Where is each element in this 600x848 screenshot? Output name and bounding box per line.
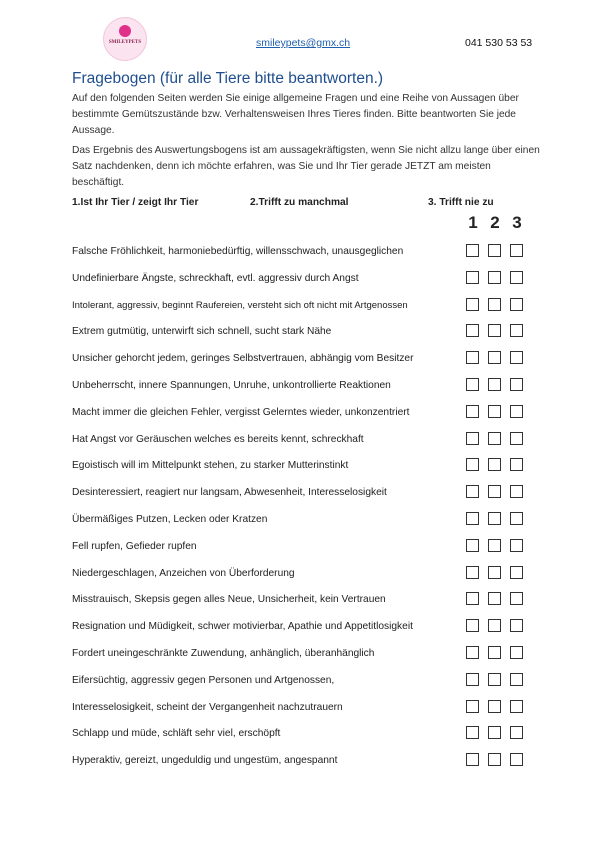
question-text: Desinteressiert, reagiert nur langsam, Abwesenheit, Interesselosigkeit xyxy=(72,487,387,499)
checkbox-option-2[interactable] xyxy=(488,619,501,632)
checkbox-option-2[interactable] xyxy=(488,485,501,498)
checkbox-option-2[interactable] xyxy=(488,351,501,364)
intro-paragraph-1: Auf den folgenden Seiten werden Sie einige allgemeine Fragen und eine Reihe von Aussagen über bestimmte Gemütszustände bzw. Verhaltensweisen Ihres Tieres finden. Bitte beantworten Sie jede Aussage. xyxy=(72,93,519,136)
question-text: Eifersüchtig, aggressiv gegen Personen und Artgenossen, xyxy=(72,674,335,686)
logo-pet-icon xyxy=(119,25,131,37)
question-row xyxy=(72,432,532,452)
checkbox-option-1[interactable] xyxy=(466,539,479,552)
checkbox-option-3[interactable] xyxy=(510,298,523,311)
checkbox-option-2[interactable] xyxy=(488,458,501,471)
checkbox-option-3[interactable] xyxy=(510,351,523,364)
question-row xyxy=(72,539,532,559)
checkbox-option-2[interactable] xyxy=(488,700,501,713)
checkbox-option-3[interactable] xyxy=(510,512,523,525)
checkbox-option-3[interactable] xyxy=(510,753,523,766)
checkbox-option-3[interactable] xyxy=(510,458,523,471)
column-headers xyxy=(462,213,528,233)
checkbox-option-2[interactable] xyxy=(488,271,501,284)
question-text: Interesselosigkeit, scheint der Vergangenheit nachzutrauern xyxy=(72,701,343,713)
logo xyxy=(103,17,147,61)
question-row xyxy=(72,405,532,425)
question-text: Übermäßiges Putzen, Lecken oder Kratzen xyxy=(72,514,268,525)
question-text: Niedergeschlagen, Anzeichen von Überforderung xyxy=(72,567,295,579)
checkbox-option-2[interactable] xyxy=(488,432,501,445)
question-row xyxy=(72,566,532,586)
question-text: Fordert uneingeschränkte Zuwendung, anhänglich, überanhänglich xyxy=(72,648,375,659)
question-row xyxy=(72,646,532,666)
checkbox-option-2[interactable] xyxy=(488,566,501,579)
question-text: Unbeherrscht, innere Spannungen, Unruhe, unkontrollierte Reaktionen xyxy=(72,380,391,391)
question-row xyxy=(72,324,532,344)
question-text: Macht immer die gleichen Fehler, vergisst Gelerntes wieder, unkonzentriert xyxy=(72,406,410,418)
checkbox-option-2[interactable] xyxy=(488,673,501,686)
email-link[interactable]: smileypets@gmx.ch xyxy=(256,37,351,49)
checkbox-option-3[interactable] xyxy=(510,324,523,337)
checkbox-option-1[interactable] xyxy=(466,324,479,337)
question-row xyxy=(72,244,532,264)
page-title: Fragebogen (für alle Tiere bitte beantworten.) xyxy=(72,70,384,87)
checkbox-option-1[interactable] xyxy=(466,271,479,284)
checkbox-option-3[interactable] xyxy=(510,539,523,552)
question-text: Schlapp und müde, schläft sehr viel, erschöpft xyxy=(72,728,281,740)
column-3: 3 xyxy=(512,213,522,232)
question-row xyxy=(72,726,532,746)
checkbox-option-3[interactable] xyxy=(510,378,523,391)
question-text: Hyperaktiv, gereizt, ungeduldig und ungestüm, angespannt xyxy=(72,755,338,767)
checkbox-option-1[interactable] xyxy=(466,726,479,739)
checkbox-option-1[interactable] xyxy=(466,512,479,525)
checkbox-option-1[interactable] xyxy=(466,700,479,713)
checkbox-option-1[interactable] xyxy=(466,458,479,471)
question-row xyxy=(72,298,532,318)
checkbox-option-1[interactable] xyxy=(466,619,479,632)
checkbox-option-1[interactable] xyxy=(466,566,479,579)
checkbox-option-1[interactable] xyxy=(466,753,479,766)
question-row xyxy=(72,271,532,291)
question-text: Egoistisch will im Mittelpunkt stehen, zu starker Mutterinstinkt xyxy=(72,460,349,472)
question-row xyxy=(72,700,532,720)
checkbox-option-2[interactable] xyxy=(488,646,501,659)
checkbox-option-2[interactable] xyxy=(488,726,501,739)
question-text: Unsicher gehorcht jedem, geringes Selbstvertrauen, abhängig vom Besitzer xyxy=(72,353,414,365)
checkbox-option-1[interactable] xyxy=(466,351,479,364)
checkbox-option-2[interactable] xyxy=(488,753,501,766)
checkbox-option-2[interactable] xyxy=(488,324,501,337)
checkbox-option-1[interactable] xyxy=(466,244,479,257)
checkbox-option-2[interactable] xyxy=(488,244,501,257)
checkbox-option-1[interactable] xyxy=(466,592,479,605)
checkbox-option-1[interactable] xyxy=(466,378,479,391)
question-text: Falsche Fröhlichkeit, harmoniebedürftig, willensschwach, unausgeglichen xyxy=(72,246,404,257)
question-row xyxy=(72,592,532,612)
checkbox-option-2[interactable] xyxy=(488,539,501,552)
checkbox-option-1[interactable] xyxy=(466,298,479,311)
checkbox-option-3[interactable] xyxy=(510,485,523,498)
checkbox-option-2[interactable] xyxy=(488,512,501,525)
column-2: 2 xyxy=(490,213,500,232)
legend-1: 1.Ist Ihr Tier / zeigt Ihr Tier xyxy=(72,197,199,208)
question-text: Misstrauisch, Skepsis gegen alles Neue, Unsicherheit, kein Vertrauen xyxy=(72,594,386,606)
checkbox-option-3[interactable] xyxy=(510,700,523,713)
checkbox-option-3[interactable] xyxy=(510,566,523,579)
phone-number: 041 530 53 53 xyxy=(465,37,533,49)
question-text: Resignation und Müdigkeit, schwer motivierbar, Apathie und Appetitlosigkeit xyxy=(72,621,413,633)
checkbox-option-3[interactable] xyxy=(510,619,523,632)
checkbox-option-1[interactable] xyxy=(466,405,479,418)
checkbox-option-2[interactable] xyxy=(488,592,501,605)
checkbox-option-3[interactable] xyxy=(510,432,523,445)
question-row xyxy=(72,619,532,639)
checkbox-option-1[interactable] xyxy=(466,646,479,659)
logo-text: SMILEYPETS xyxy=(108,40,142,45)
question-row xyxy=(72,512,532,532)
column-1: 1 xyxy=(468,213,478,232)
checkbox-option-3[interactable] xyxy=(510,646,523,659)
legend-3: 3. Trifft nie zu xyxy=(428,197,494,208)
question-row xyxy=(72,485,532,505)
question-row xyxy=(72,378,532,398)
checkbox-option-3[interactable] xyxy=(510,726,523,739)
checkbox-option-3[interactable] xyxy=(510,405,523,418)
question-text: Fell rupfen, Gefieder rupfen xyxy=(72,540,197,552)
checkbox-option-3[interactable] xyxy=(510,271,523,284)
checkbox-option-2[interactable] xyxy=(488,405,501,418)
question-row xyxy=(72,458,532,478)
intro-paragraph-2: Das Ergebnis des Auswertungsbogens ist am aussagekräftigsten, wenn Sie nicht allzu lange über einen Satz nachdenken, denn ich möchte erfahren, was Sie und Ihr Tier gerade JETZT am meisten beschäftigt. xyxy=(72,145,540,188)
question-row xyxy=(72,673,532,693)
legend-2: 2.Trifft zu manchmal xyxy=(250,197,349,208)
question-row xyxy=(72,753,532,773)
checkbox-option-2[interactable] xyxy=(488,298,501,311)
checkbox-option-1[interactable] xyxy=(466,432,479,445)
checkbox-option-3[interactable] xyxy=(510,673,523,686)
checkbox-option-3[interactable] xyxy=(510,592,523,605)
checkbox-option-2[interactable] xyxy=(488,378,501,391)
question-text: Intolerant, aggressiv, beginnt Raufereien, versteht sich oft nicht mit Artgenossen xyxy=(72,299,408,311)
question-text: Hat Angst vor Geräuschen welches es bereits kennt, schreckhaft xyxy=(72,433,364,445)
question-text: Undefinierbare Ängste, schreckhaft, evtl. aggressiv durch Angst xyxy=(72,272,359,284)
question-row xyxy=(72,351,532,371)
question-text: Extrem gutmütig, unterwirft sich schnell, sucht stark Nähe xyxy=(72,326,332,338)
checkbox-option-1[interactable] xyxy=(466,485,479,498)
checkbox-option-3[interactable] xyxy=(510,244,523,257)
checkbox-option-1[interactable] xyxy=(466,673,479,686)
